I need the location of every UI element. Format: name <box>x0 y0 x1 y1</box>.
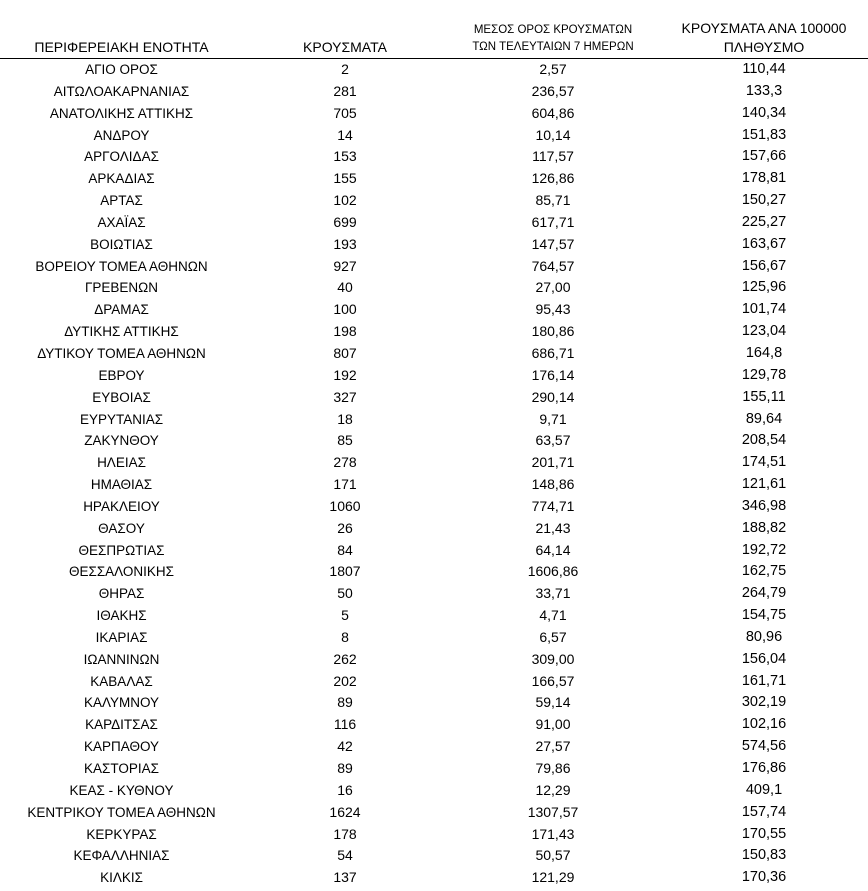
table-row <box>0 802 868 824</box>
cell-seven-day-average: 764,57 <box>531 257 575 274</box>
header-avg-line1: ΜΕΣΟΣ ΟΡΟΣ ΚΡΟΥΣΜΑΤΩΝ <box>473 24 633 36</box>
cell-cases-per-100000: 80,96 <box>745 628 783 645</box>
cell-cases-per-100000: 157,74 <box>741 803 787 820</box>
cell-region: ΙΘΑΚΗΣ <box>96 608 147 624</box>
table-row <box>0 430 868 452</box>
cell-cases: 1060 <box>329 497 361 514</box>
cell-cases-per-100000: 89,64 <box>745 410 783 427</box>
table-row <box>0 649 868 671</box>
cell-seven-day-average: 147,57 <box>531 235 575 252</box>
cell-cases: 8 <box>341 628 349 645</box>
cell-cases-per-100000: 150,27 <box>741 192 787 209</box>
cell-seven-day-average: 117,57 <box>532 148 574 165</box>
table-row <box>0 452 868 474</box>
cell-cases: 42 <box>337 738 353 755</box>
cell-region: ΚΕΡΚΥΡΑΣ <box>86 826 157 842</box>
table-row <box>0 212 868 234</box>
cell-cases-per-100000: 162,75 <box>741 563 787 580</box>
cell-seven-day-average: 121,29 <box>531 869 575 886</box>
table-row <box>0 321 868 343</box>
cell-cases-per-100000: 155,11 <box>742 388 786 405</box>
cell-seven-day-average: 9,71 <box>539 410 567 427</box>
cell-region: ΑΓΙΟ ΟΡΟΣ <box>85 62 158 77</box>
cell-cases-per-100000: 192,72 <box>741 541 787 558</box>
cell-cases-per-100000: 178,81 <box>741 170 787 187</box>
cell-cases-per-100000: 163,67 <box>741 235 787 252</box>
table-row <box>0 671 868 693</box>
cell-seven-day-average: 166,57 <box>531 672 575 689</box>
cell-region: ΒΟΙΩΤΙΑΣ <box>90 236 153 252</box>
cell-cases-per-100000: 225,27 <box>741 213 787 230</box>
cell-cases-per-100000: 125,96 <box>741 279 787 296</box>
cell-region: ΕΒΡΟΥ <box>98 367 145 383</box>
cell-seven-day-average: 617,71 <box>531 213 575 230</box>
cell-seven-day-average: 290,14 <box>531 388 575 405</box>
cell-cases: 1624 <box>329 803 361 820</box>
cell-cases-per-100000: 133,3 <box>745 82 783 99</box>
cell-region: ΕΥΡΥΤΑΝΙΑΣ <box>79 411 164 427</box>
table-row <box>0 387 868 409</box>
cell-cases: 278 <box>333 454 357 471</box>
cell-cases: 85 <box>337 432 353 449</box>
cell-seven-day-average: 33,71 <box>535 585 571 602</box>
cell-region: ΒΟΡΕΙΟΥ ΤΟΜΕΑ ΑΘΗΝΩΝ <box>35 258 208 274</box>
table-row <box>0 627 868 649</box>
table-row <box>0 256 868 278</box>
cell-cases: 171 <box>333 476 357 493</box>
cell-region: ΔΥΤΙΚΗΣ ΑΤΤΙΚΗΣ <box>64 324 179 340</box>
cell-seven-day-average: 176,14 <box>531 366 575 383</box>
cell-cases-per-100000: 123,04 <box>741 323 787 340</box>
cell-region: ΚΑΛΥΜΝΟΥ <box>83 695 160 711</box>
cell-seven-day-average: 63,57 <box>535 432 571 449</box>
table-row <box>0 299 868 321</box>
cell-cases-per-100000: 101,74 <box>741 301 787 318</box>
cell-cases-per-100000: 574,56 <box>741 738 787 755</box>
cell-region: ΗΛΕΙΑΣ <box>97 455 146 471</box>
cell-region: ΑΧΑΪΑΣ <box>97 214 146 230</box>
table-row <box>0 714 868 736</box>
cell-cases: 281 <box>333 82 357 99</box>
cell-region: ΙΩΑΝΝΙΝΩΝ <box>83 651 160 667</box>
cell-cases: 1807 <box>329 563 361 580</box>
cell-seven-day-average: 64,14 <box>535 541 571 558</box>
cell-region: ΚΕΝΤΡΙΚΟΥ ΤΟΜΕΑ ΑΘΗΝΩΝ <box>27 804 216 820</box>
cell-seven-day-average: 180,86 <box>531 323 575 340</box>
table-row <box>0 146 868 168</box>
cell-seven-day-average: 686,71 <box>531 344 575 361</box>
header-seven-day-average <box>448 22 658 56</box>
cell-cases-per-100000: 151,83 <box>741 126 787 143</box>
cell-region: ΚΑΣΤΟΡΙΑΣ <box>84 761 159 776</box>
header-region: ΠΕΡΙΦΕΡΕΙΑΚΗ ΕΝΟΤΗΤΑ <box>34 39 209 55</box>
table-row <box>0 758 868 780</box>
cell-cases: 54 <box>337 847 353 864</box>
cell-seven-day-average: 171,43 <box>531 825 575 842</box>
table-row <box>0 736 868 758</box>
table-row <box>0 81 868 103</box>
header-cases-per-100000 <box>660 19 868 57</box>
cell-cases-per-100000: 156,67 <box>741 257 787 274</box>
cell-region: ΘΕΣΣΑΛΟΝΙΚΗΣ <box>68 564 175 580</box>
cell-cases: 705 <box>333 104 357 121</box>
table-row <box>0 234 868 256</box>
table-row <box>0 605 868 627</box>
table-row <box>0 496 868 518</box>
cell-cases-per-100000: 150,83 <box>741 847 787 864</box>
cell-cases-per-100000: 302,19 <box>741 694 787 711</box>
cell-region: ΓΡΕΒΕΝΩΝ <box>84 280 159 296</box>
cell-region: ΗΡΑΚΛΕΙΟΥ <box>83 498 160 514</box>
header-cases: ΚΡΟΥΣΜΑΤΑ <box>303 39 387 55</box>
cell-region: ΕΥΒΟΙΑΣ <box>92 389 151 405</box>
cell-cases: 202 <box>333 672 357 689</box>
cell-seven-day-average: 126,86 <box>531 170 575 187</box>
cell-cases: 40 <box>337 279 353 296</box>
cell-cases: 100 <box>333 301 357 318</box>
cell-cases: 327 <box>333 388 357 405</box>
cell-cases-per-100000: 208,54 <box>741 432 787 449</box>
cell-cases: 14 <box>337 126 353 143</box>
cell-seven-day-average: 6,57 <box>539 628 567 645</box>
cell-region: ΚΙΛΚΙΣ <box>100 870 143 886</box>
cell-cases-per-100000: 170,55 <box>741 825 787 842</box>
cell-region: ΚΕΦΑΛΛΗΝΙΑΣ <box>73 848 170 864</box>
cell-cases: 2 <box>341 61 349 77</box>
cell-seven-day-average: 50,57 <box>535 847 571 864</box>
table-row <box>0 518 868 540</box>
cell-seven-day-average: 79,86 <box>535 760 571 776</box>
cell-cases: 137 <box>333 869 357 886</box>
table-row <box>0 59 868 81</box>
cell-region: ΗΜΑΘΙΑΣ <box>90 477 153 493</box>
cell-cases-per-100000: 157,66 <box>741 148 787 165</box>
cell-region: ΔΡΑΜΑΣ <box>94 302 149 318</box>
cell-seven-day-average: 91,00 <box>535 716 571 733</box>
cell-cases-per-100000: 174,51 <box>741 454 787 471</box>
cell-region: ΑΡΚΑΔΙΑΣ <box>88 171 155 187</box>
cell-region: ΖΑΚΥΝΘΟΥ <box>84 433 159 449</box>
cell-region: ΚΑΒΑΛΑΣ <box>90 673 153 689</box>
table-row <box>0 540 868 562</box>
cell-cases-per-100000: 409,1 <box>745 781 783 798</box>
cell-cases-per-100000: 156,04 <box>741 650 787 667</box>
cell-region: ΔΥΤΙΚΟΥ ΤΟΜΕΑ ΑΘΗΝΩΝ <box>37 345 206 361</box>
cell-cases: 178 <box>333 825 357 842</box>
cell-cases: 16 <box>337 781 353 798</box>
cell-region: ΑΙΤΩΛΟΑΚΑΡΝΑΝΙΑΣ <box>53 83 190 99</box>
cell-region: ΘΗΡΑΣ <box>98 586 145 602</box>
table-row <box>0 561 868 583</box>
table-body <box>0 59 868 889</box>
cell-seven-day-average: 604,86 <box>531 104 575 121</box>
header-avg-line2: ΤΩΝ ΤΕΛΕΥΤΑΙΩΝ 7 ΗΜΕΡΩΝ <box>472 41 634 53</box>
table-row <box>0 103 868 125</box>
cell-cases-per-100000: 188,82 <box>741 519 787 536</box>
cell-seven-day-average: 10,14 <box>535 126 571 143</box>
cell-cases: 116 <box>333 716 357 733</box>
cell-cases: 155 <box>333 170 357 187</box>
cell-region: ΑΝΔΡΟΥ <box>93 127 150 143</box>
cell-cases: 198 <box>333 323 357 340</box>
cell-seven-day-average: 774,71 <box>531 497 575 514</box>
table-row <box>0 824 868 846</box>
cell-cases: 262 <box>333 650 357 667</box>
cell-cases: 5 <box>341 607 349 624</box>
table-row <box>0 583 868 605</box>
cell-cases: 89 <box>337 760 353 776</box>
table-row <box>0 845 868 867</box>
cell-cases: 807 <box>333 344 357 361</box>
cell-region: ΚΑΡΔΙΤΣΑΣ <box>85 717 158 733</box>
cell-cases: 84 <box>337 541 353 558</box>
table-row <box>0 190 868 212</box>
cell-region: ΘΑΣΟΥ <box>98 520 145 536</box>
cell-seven-day-average: 27,57 <box>535 738 571 755</box>
cell-cases: 26 <box>337 519 353 536</box>
table-row <box>0 168 868 190</box>
table-row <box>0 343 868 365</box>
cell-seven-day-average: 1606,86 <box>527 563 579 580</box>
cell-cases: 153 <box>333 148 357 165</box>
cell-region: ΘΕΣΠΡΩΤΙΑΣ <box>78 542 165 558</box>
cell-seven-day-average: 95,43 <box>535 301 571 318</box>
cell-seven-day-average: 59,14 <box>535 694 571 711</box>
cell-seven-day-average: 12,29 <box>535 781 571 798</box>
table-row <box>0 780 868 802</box>
cell-region: ΑΡΤΑΣ <box>100 193 143 209</box>
cell-cases-per-100000: 110,44 <box>742 61 786 77</box>
cell-cases: 18 <box>337 410 353 427</box>
cell-seven-day-average: 21,43 <box>535 519 571 536</box>
cell-seven-day-average: 1307,57 <box>527 803 579 820</box>
cell-cases: 102 <box>333 192 357 209</box>
cell-cases: 927 <box>333 257 357 274</box>
cell-cases: 192 <box>333 366 357 383</box>
cell-cases-per-100000: 121,61 <box>741 476 787 493</box>
table-row <box>0 365 868 387</box>
cell-seven-day-average: 236,57 <box>531 82 575 99</box>
cell-cases-per-100000: 154,75 <box>741 607 787 624</box>
cell-cases: 89 <box>337 694 353 711</box>
cell-cases-per-100000: 264,79 <box>741 585 787 602</box>
cell-cases-per-100000: 129,78 <box>741 366 787 383</box>
cell-region: ΑΡΓΟΛΙΔΑΣ <box>84 149 159 165</box>
cell-cases: 50 <box>337 585 353 602</box>
table-row <box>0 692 868 714</box>
table-row <box>0 409 868 431</box>
cell-seven-day-average: 4,71 <box>539 607 567 624</box>
table-row <box>0 474 868 496</box>
table-header <box>0 0 868 59</box>
header-per-line2: ΠΛΗΘΥΣΜΟ <box>723 39 805 55</box>
cell-cases-per-100000: 170,36 <box>741 869 787 886</box>
cell-seven-day-average: 2,57 <box>539 61 567 77</box>
cell-cases-per-100000: 140,34 <box>741 104 787 121</box>
cell-seven-day-average: 309,00 <box>531 650 575 667</box>
cell-seven-day-average: 148,86 <box>531 476 575 493</box>
cell-region: ΚΑΡΠΑΘΟΥ <box>83 739 160 755</box>
cell-seven-day-average: 85,71 <box>535 192 571 209</box>
cell-seven-day-average: 201,71 <box>531 454 575 471</box>
table-row <box>0 867 868 889</box>
cell-cases-per-100000: 176,86 <box>741 760 787 776</box>
header-per-line1: ΚΡΟΥΣΜΑΤΑ ΑΝΑ 100000 <box>681 20 847 36</box>
cell-cases: 699 <box>333 213 357 230</box>
cell-region: ΙΚΑΡΙΑΣ <box>95 629 148 645</box>
cell-region: ΚΕΑΣ - ΚΥΘΝΟΥ <box>69 782 174 798</box>
cell-seven-day-average: 27,00 <box>535 279 571 296</box>
cell-cases-per-100000: 346,98 <box>741 497 787 514</box>
table-row <box>0 125 868 147</box>
cell-cases: 193 <box>333 235 357 252</box>
table-row <box>0 277 868 299</box>
cell-cases-per-100000: 102,16 <box>741 716 787 733</box>
cell-cases-per-100000: 161,71 <box>741 672 787 689</box>
cell-cases-per-100000: 164,8 <box>745 344 783 361</box>
cell-region: ΑΝΑΤΟΛΙΚΗΣ ΑΤΤΙΚΗΣ <box>49 105 194 121</box>
